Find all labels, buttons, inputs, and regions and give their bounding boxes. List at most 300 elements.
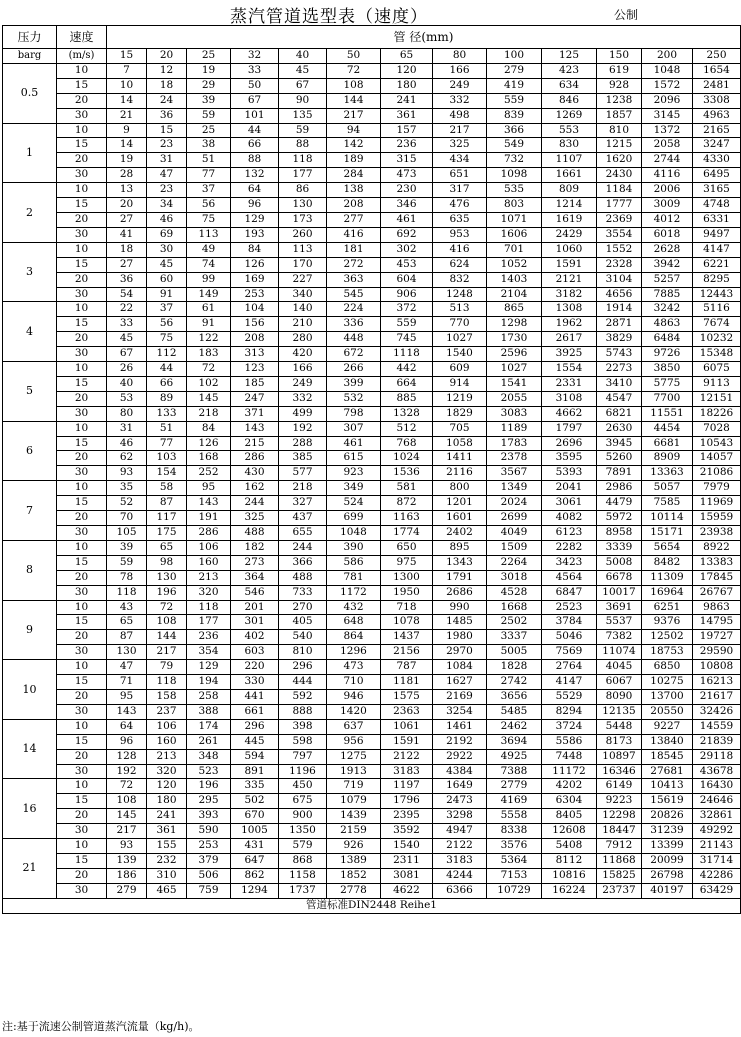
flow-cell: 32426 [693,704,741,719]
flow-cell: 84 [187,421,231,436]
flow-cell: 31 [107,421,147,436]
flow-cell: 431 [231,839,279,854]
table-row [3,406,741,421]
flow-cell: 1079 [327,794,381,809]
flow-cell: 5743 [597,347,642,362]
flow-cell: 20826 [642,809,693,824]
flow-cell: 348 [187,749,231,764]
flow-cell: 144 [147,630,187,645]
flow-cell: 51 [147,421,187,436]
flow-cell: 7912 [597,839,642,854]
flow-cell: 4622 [381,883,433,898]
flow-cell: 330 [231,675,279,690]
flow-cell: 6304 [542,794,597,809]
flow-cell: 1403 [487,272,542,287]
flow-cell: 1575 [381,689,433,704]
table-row [3,645,741,660]
flow-cell: 122 [187,332,231,347]
flow-cell: 224 [327,302,381,317]
flow-cell: 661 [231,704,279,719]
flow-cell: 1829 [433,406,487,421]
flow-cell: 13700 [642,689,693,704]
flow-cell: 10808 [693,660,741,675]
diameter-header: 20 [147,49,187,64]
table-row [3,600,741,615]
flow-cell: 1350 [279,824,327,839]
velocity-cell: 15 [57,555,107,570]
flow-cell: 448 [327,332,381,347]
velocity-cell: 30 [57,645,107,660]
flow-cell: 313 [231,347,279,362]
flow-cell: 1783 [487,436,542,451]
flow-cell: 237 [147,704,187,719]
table-row [3,272,741,287]
table-row [3,227,741,242]
flow-cell: 366 [279,555,327,570]
flow-cell: 787 [381,660,433,675]
flow-cell: 12151 [693,391,741,406]
flow-cell: 9497 [693,227,741,242]
flow-cell: 273 [231,555,279,570]
velocity-cell: 10 [57,63,107,78]
flow-cell: 2742 [487,675,542,690]
flow-cell: 16430 [693,779,741,794]
flow-cell: 217 [327,108,381,123]
flow-cell: 3784 [542,615,597,630]
flow-cell: 581 [381,481,433,496]
flow-cell: 181 [327,242,381,257]
velocity-cell: 15 [57,496,107,511]
velocity-cell: 20 [57,809,107,824]
flow-cell: 923 [327,466,381,481]
flow-cell: 1913 [327,764,381,779]
flow-cell: 112 [147,347,187,362]
flow-cell: 244 [279,540,327,555]
pressure-header: 压力 [3,26,57,49]
flow-cell: 371 [231,406,279,421]
flow-cell: 416 [327,227,381,242]
flow-cell: 1219 [433,391,487,406]
flow-cell: 6681 [642,436,693,451]
flow-cell: 53 [107,391,147,406]
flow-cell: 1437 [381,630,433,645]
flow-cell: 36 [147,108,187,123]
flow-cell: 118 [107,585,147,600]
flow-cell: 120 [147,779,187,794]
flow-cell: 96 [231,198,279,213]
flow-cell: 1852 [327,868,381,883]
flow-cell: 3081 [381,868,433,883]
table-row [3,362,741,377]
flow-cell: 2596 [487,347,542,362]
flow-cell: 349 [327,481,381,496]
flow-cell: 1619 [542,212,597,227]
flow-cell: 88 [231,153,279,168]
flow-cell: 6018 [642,227,693,242]
flow-cell: 49292 [693,824,741,839]
flow-cell: 3829 [597,332,642,347]
flow-cell: 2628 [642,242,693,257]
flow-cell: 63429 [693,883,741,898]
flow-cell: 139 [107,853,147,868]
flow-cell: 432 [327,600,381,615]
flow-cell: 113 [187,227,231,242]
table-row [3,511,741,526]
flow-cell: 461 [381,212,433,227]
flow-cell: 3337 [487,630,542,645]
flow-cell: 106 [187,540,231,555]
flow-cell: 8405 [542,809,597,824]
flow-cell: 177 [279,168,327,183]
flow-cell: 603 [231,645,279,660]
flow-cell: 3592 [381,824,433,839]
flow-cell: 6123 [542,526,597,541]
flow-cell: 423 [542,63,597,78]
diameter-header: 32 [231,49,279,64]
flow-cell: 279 [107,883,147,898]
flow-cell: 16346 [597,764,642,779]
header-row [3,26,741,49]
table-row [3,794,741,809]
flow-cell: 9223 [597,794,642,809]
flow-cell: 1060 [542,242,597,257]
flow-cell: 272 [327,257,381,272]
flow-cell: 3183 [433,853,487,868]
flow-cell: 1163 [381,511,433,526]
flow-cell: 301 [231,615,279,630]
velocity-cell: 20 [57,153,107,168]
flow-cell: 15171 [642,526,693,541]
flow-cell: 44 [147,362,187,377]
flow-cell: 3410 [597,376,642,391]
flow-cell: 546 [231,585,279,600]
table-row [3,183,741,198]
flow-cell: 182 [231,540,279,555]
flow-cell: 126 [231,257,279,272]
flow-cell: 123 [231,362,279,377]
flow-cell: 1541 [487,376,542,391]
flow-cell: 21143 [693,839,741,854]
flow-cell: 2686 [433,585,487,600]
flow-cell: 15619 [642,794,693,809]
flow-cell: 2165 [693,123,741,138]
flow-cell: 3694 [487,734,542,749]
flow-cell: 144 [327,93,381,108]
flow-cell: 6221 [693,257,741,272]
flow-cell: 1269 [542,108,597,123]
flow-cell: 46 [107,436,147,451]
flow-cell: 1005 [231,824,279,839]
flow-cell: 130 [279,198,327,213]
flow-cell: 810 [597,123,642,138]
table-row [3,257,741,272]
table-row [3,839,741,854]
flow-cell: 7382 [597,630,642,645]
pipe-size-header: 管 径(mm) [107,26,741,49]
flow-cell: 1118 [381,347,433,362]
flow-cell: 12298 [597,809,642,824]
flow-cell: 399 [327,376,381,391]
flow-cell: 208 [327,198,381,213]
flow-cell: 1914 [597,302,642,317]
table-row [3,496,741,511]
flow-cell: 4330 [693,153,741,168]
table-row [3,481,741,496]
flow-cell: 1248 [433,287,487,302]
flow-cell: 594 [231,749,279,764]
table-row [3,630,741,645]
flow-cell: 88 [279,138,327,153]
flow-cell: 1158 [279,868,327,883]
flow-cell: 10816 [542,868,597,883]
flow-cell: 10413 [642,779,693,794]
flow-cell: 193 [231,227,279,242]
flow-cell: 16224 [542,883,597,898]
flow-cell: 13383 [693,555,741,570]
flow-cell: 1620 [597,153,642,168]
velocity-cell: 15 [57,138,107,153]
units-row [3,49,741,64]
pressure-cell: 16 [3,779,57,839]
flow-cell: 325 [433,138,487,153]
flow-cell: 532 [327,391,381,406]
flow-cell: 1554 [542,362,597,377]
table-row [3,675,741,690]
flow-cell: 346 [381,198,433,213]
table-row [3,212,741,227]
flow-cell: 332 [433,93,487,108]
flow-cell: 40 [107,376,147,391]
flow-cell: 72 [107,779,147,794]
flow-cell: 650 [381,540,433,555]
flow-cell: 2328 [597,257,642,272]
flow-cell: 846 [542,93,597,108]
flow-cell: 3061 [542,496,597,511]
flow-cell: 888 [279,704,327,719]
flow-cell: 325 [231,511,279,526]
flow-cell: 868 [279,853,327,868]
flow-cell: 865 [487,302,542,317]
pressure-cell: 14 [3,719,57,779]
flow-cell: 3339 [597,540,642,555]
flow-cell: 18 [107,242,147,257]
flow-cell: 8294 [542,704,597,719]
flow-cell: 28 [107,168,147,183]
flow-cell: 990 [433,600,487,615]
flow-cell: 4116 [642,168,693,183]
flow-cell: 1461 [433,719,487,734]
flow-cell: 288 [279,436,327,451]
flow-cell: 1828 [487,660,542,675]
flow-cell: 512 [381,421,433,436]
flow-cell: 3942 [642,257,693,272]
flow-cell: 3018 [487,570,542,585]
table-row [3,749,741,764]
flow-cell: 4947 [433,824,487,839]
flow-cell: 258 [187,689,231,704]
flow-cell: 189 [327,153,381,168]
flow-cell: 12443 [693,287,741,302]
flow-cell: 664 [381,376,433,391]
flow-cell: 7 [107,63,147,78]
flow-cell: 149 [187,287,231,302]
flow-cell: 2159 [327,824,381,839]
flow-cell: 295 [187,794,231,809]
flow-cell: 4547 [597,391,642,406]
table-row [3,347,741,362]
flow-cell: 16213 [693,675,741,690]
flow-cell: 1078 [381,615,433,630]
flow-cell: 6484 [642,332,693,347]
flow-cell: 488 [279,570,327,585]
flow-cell: 23737 [597,883,642,898]
velocity-cell: 15 [57,853,107,868]
flow-cell: 4012 [642,212,693,227]
flow-cell: 2192 [433,734,487,749]
velocity-cell: 15 [57,78,107,93]
flow-cell: 437 [279,511,327,526]
flow-cell: 701 [487,242,542,257]
flow-cell: 180 [381,78,433,93]
flow-cell: 33 [107,317,147,332]
flow-cell: 15825 [597,868,642,883]
flow-cell: 286 [187,526,231,541]
flow-cell: 6075 [693,362,741,377]
flow-cell: 441 [231,689,279,704]
flow-cell: 94 [327,123,381,138]
flow-cell: 5972 [597,511,642,526]
flow-cell: 87 [107,630,147,645]
flow-cell: 7885 [642,287,693,302]
flow-cell: 27681 [642,764,693,779]
flow-cell: 133 [147,406,187,421]
flow-cell: 4564 [542,570,597,585]
velocity-cell: 15 [57,257,107,272]
flow-cell: 45 [107,332,147,347]
diameter-header: 65 [381,49,433,64]
flow-cell: 9227 [642,719,693,734]
flow-cell: 22 [107,302,147,317]
flow-cell: 6678 [597,570,642,585]
flow-cell: 261 [187,734,231,749]
flow-cell: 307 [327,421,381,436]
flow-cell: 10017 [597,585,642,600]
flow-cell: 2055 [487,391,542,406]
flow-cell: 27 [107,257,147,272]
flow-cell: 1048 [642,63,693,78]
flow-cell: 9863 [693,600,741,615]
velocity-cell: 10 [57,421,107,436]
flow-cell: 719 [327,779,381,794]
flow-cell: 186 [107,868,147,883]
flow-cell: 6821 [597,406,642,421]
flow-cell: 296 [231,719,279,734]
flow-cell: 1048 [327,526,381,541]
flow-cell: 5775 [642,376,693,391]
flow-cell: 12135 [597,704,642,719]
flow-cell: 1857 [597,108,642,123]
flow-cell: 9 [107,123,147,138]
table-row [3,153,741,168]
flow-cell: 142 [327,138,381,153]
flow-cell: 4244 [433,868,487,883]
table-row [3,138,741,153]
flow-cell: 54 [107,287,147,302]
flow-cell: 549 [487,138,542,153]
flow-cell: 70 [107,511,147,526]
velocity-cell: 20 [57,93,107,108]
table-row [3,63,741,78]
flow-cell: 476 [433,198,487,213]
flow-cell: 50 [231,78,279,93]
table-row [3,540,741,555]
flow-cell: 5260 [597,451,642,466]
flow-cell: 1098 [487,168,542,183]
flow-cell: 213 [147,749,187,764]
flow-cell: 77 [147,436,187,451]
flow-cell: 39 [107,540,147,555]
flow-cell: 914 [433,376,487,391]
flow-cell: 453 [381,257,433,272]
flow-cell: 798 [327,406,381,421]
flow-cell: 2473 [433,794,487,809]
flow-cell: 2402 [433,526,487,541]
flow-cell: 20550 [642,704,693,719]
table-row [3,332,741,347]
velocity-cell: 20 [57,332,107,347]
diameter-header: 25 [187,49,231,64]
flow-cell: 14 [107,138,147,153]
flow-cell: 2779 [487,779,542,794]
flow-cell: 6847 [542,585,597,600]
flow-cell: 62 [107,451,147,466]
flow-cell: 69 [147,227,187,242]
flow-cell: 444 [279,675,327,690]
flow-cell: 59 [107,555,147,570]
flow-cell: 162 [231,481,279,496]
flow-cell: 158 [147,689,187,704]
flow-cell: 2122 [433,839,487,854]
flow-cell: 34 [147,198,187,213]
flow-cell: 230 [381,183,433,198]
pipe-standard-note: 管道标准DIN2448 Reihe1 [3,898,741,913]
flow-cell: 4963 [693,108,741,123]
flow-cell: 655 [279,526,327,541]
flow-cell: 473 [381,168,433,183]
velocity-cell: 15 [57,615,107,630]
flow-cell: 2121 [542,272,597,287]
flow-cell: 13363 [642,466,693,481]
flow-cell: 692 [381,227,433,242]
flow-cell: 67 [279,78,327,93]
flow-cell: 253 [187,839,231,854]
flow-cell: 160 [187,555,231,570]
flow-cell: 24 [147,93,187,108]
flow-cell: 66 [147,376,187,391]
flow-cell: 5448 [597,719,642,734]
flow-cell: 113 [279,242,327,257]
flow-cell: 3254 [433,704,487,719]
flow-cell: 26798 [642,868,693,883]
flow-cell: 1275 [327,749,381,764]
flow-cell: 174 [187,719,231,734]
flow-cell: 1349 [487,481,542,496]
flow-cell: 4479 [597,496,642,511]
flow-cell: 21086 [693,466,741,481]
flow-cell: 3298 [433,809,487,824]
flow-cell: 1950 [381,585,433,600]
flow-cell: 218 [187,406,231,421]
